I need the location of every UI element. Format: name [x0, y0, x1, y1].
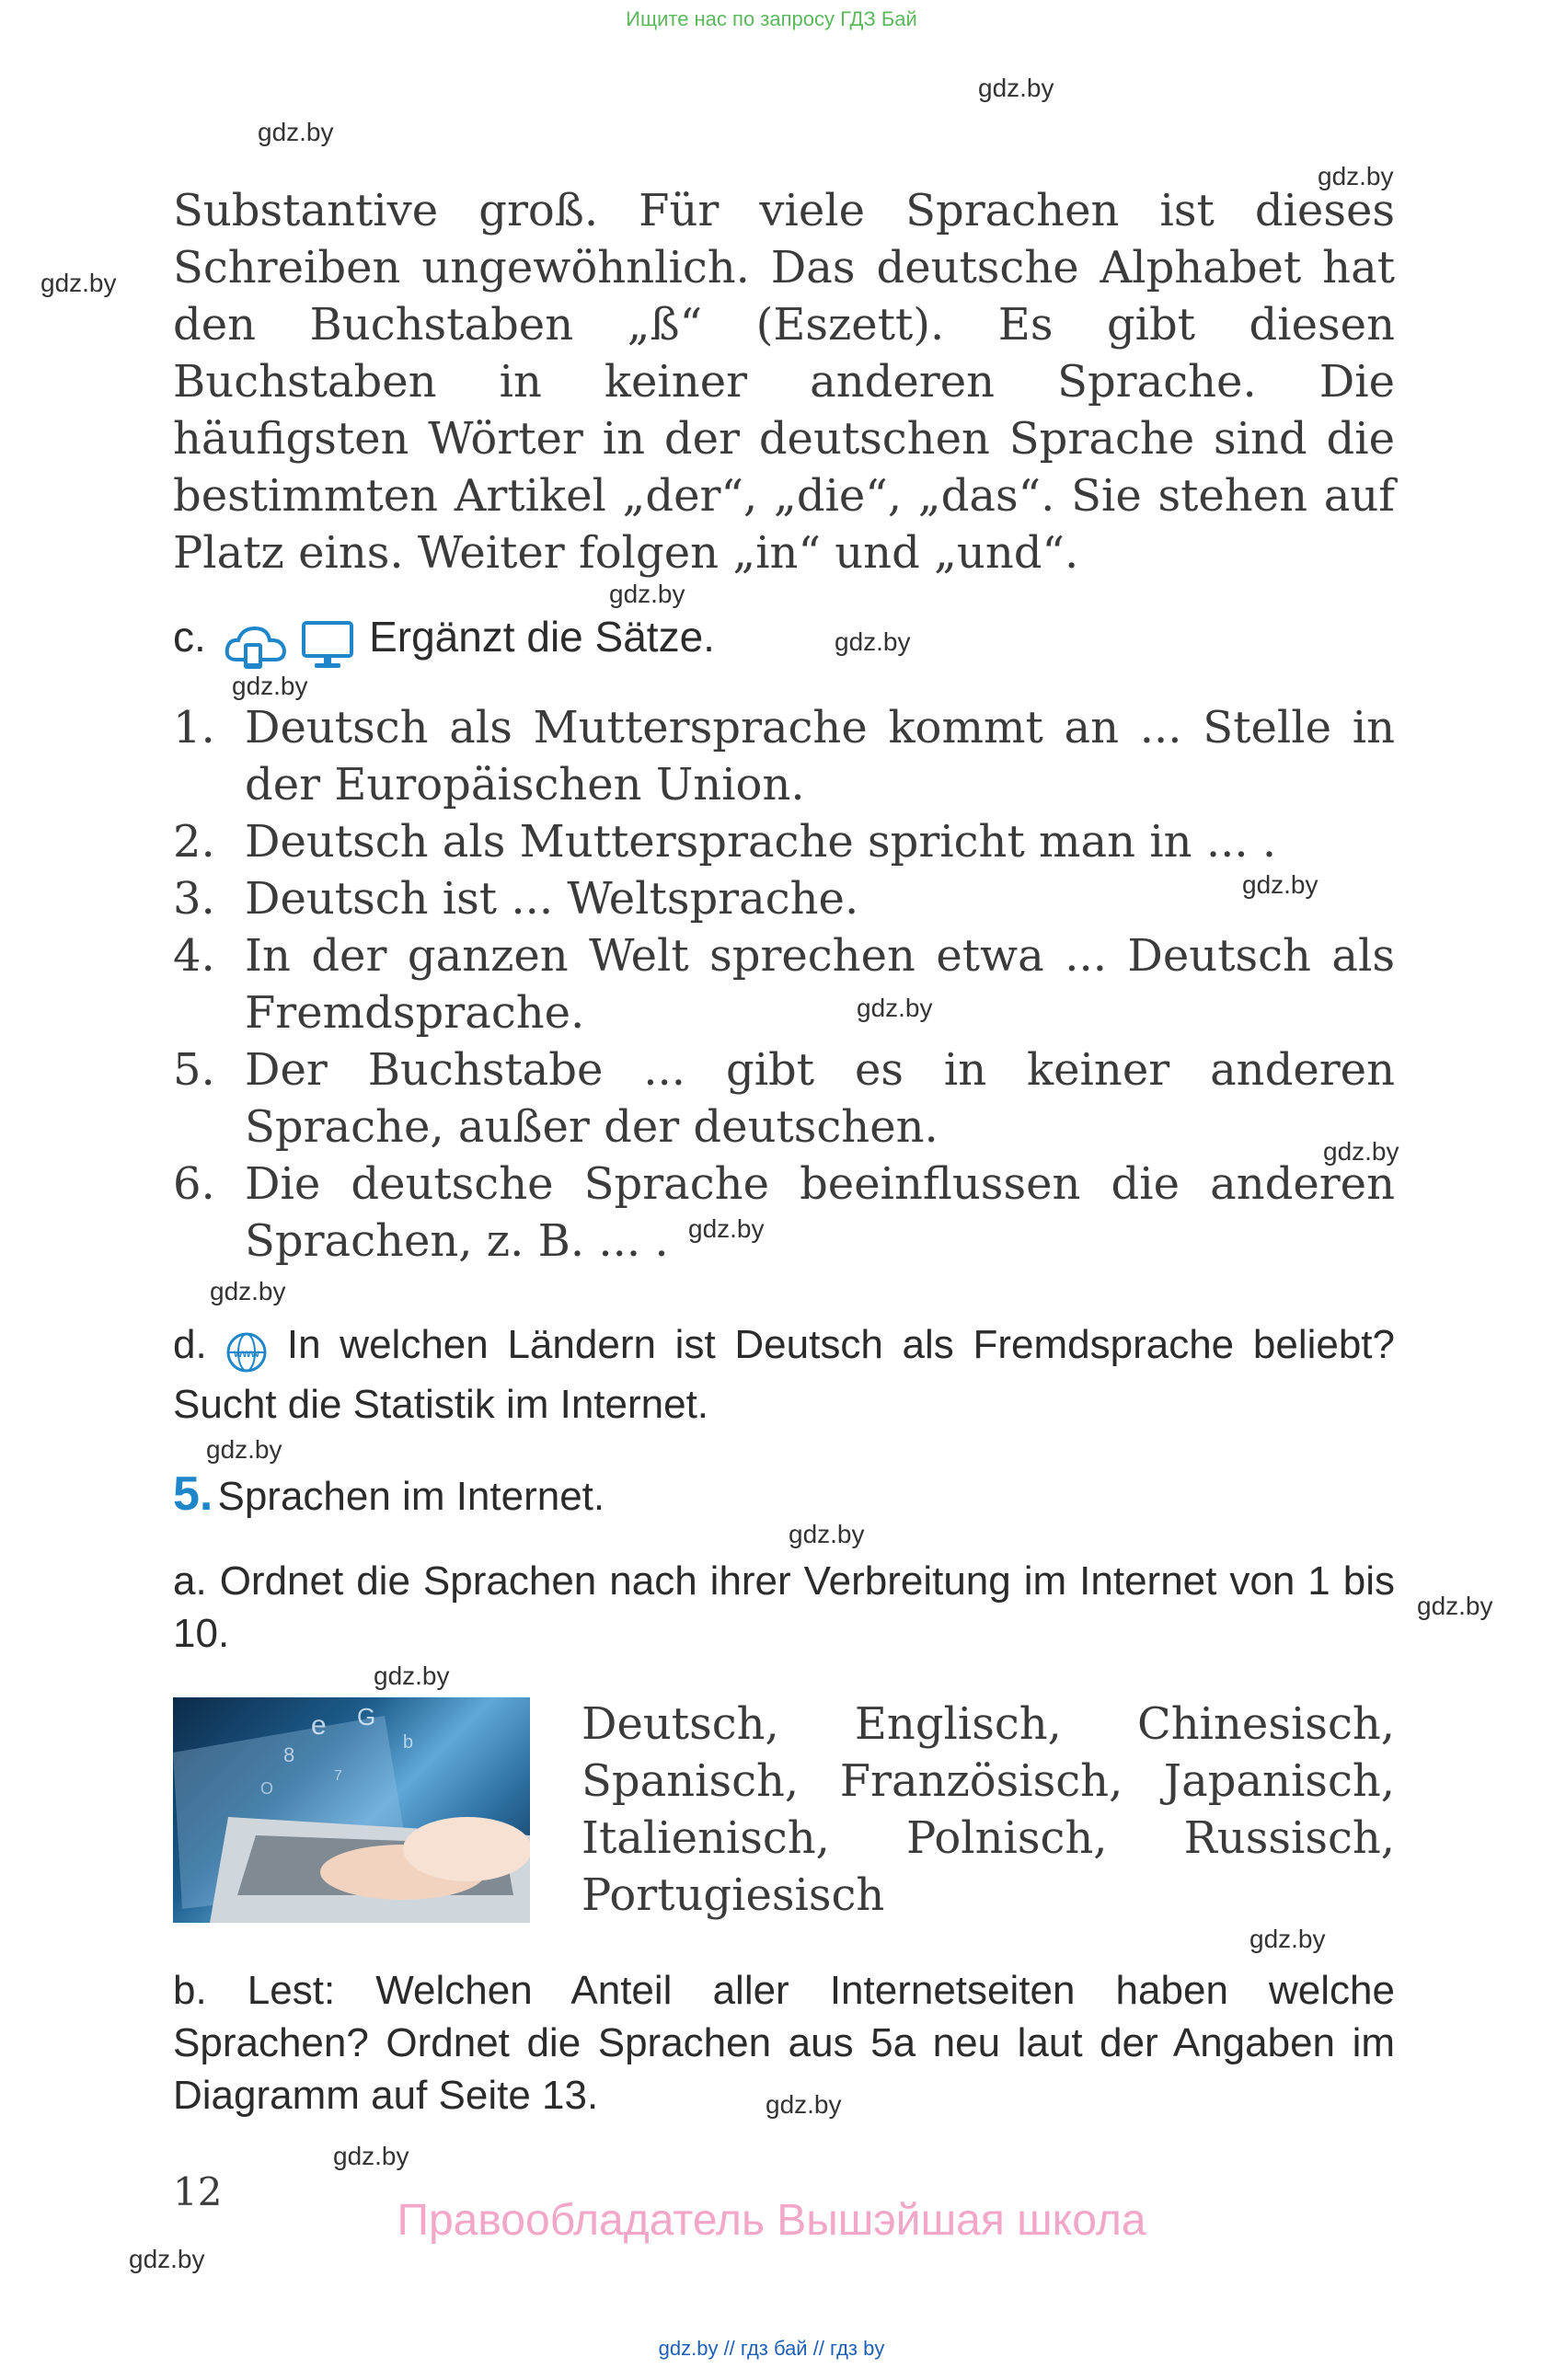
watermark: gdz.by: [333, 2142, 409, 2170]
watermark: gdz.by: [210, 1277, 286, 1305]
list-item-number: 1.: [173, 702, 215, 753]
list-item: [173, 813, 1395, 870]
task-5a: a. Ordnet die Sprachen nach ihrer Verbreitung im Internet von 1 bis 10.: [173, 1558, 1395, 1656]
list-item-number: 5.: [173, 1044, 215, 1096]
language-list: Deutsch, Englisch, Chinesisch, Spanisch, Französisch, Japanisch, Italienisch, Polnisch, Russisch, Portugiesisch: [582, 1698, 1395, 1921]
watermark: gdz.by: [835, 627, 911, 656]
rights-holder: Правообладатель Вышэйшая школа: [397, 2196, 1146, 2245]
watermark: gdz.by: [688, 1214, 765, 1243]
list-item-number: 2.: [173, 816, 215, 868]
list-item-number: 4.: [173, 930, 215, 982]
watermark: gdz.by: [978, 74, 1054, 102]
watermark: gdz.by: [232, 672, 308, 700]
list-item-number: 3.: [173, 873, 215, 925]
task-5b: b. Lest: Welchen Anteil aller Internetseiten haben welche Sprachen? Ordnet die Sprachen aus 5a neu laut der Angaben im Diagramm auf Seite 13.: [173, 1968, 1395, 2118]
list-item: [173, 1156, 1395, 1270]
list-item: [173, 1041, 1395, 1156]
www-globe-icon: [225, 1330, 269, 1378]
watermark: gdz.by: [1242, 870, 1318, 899]
list-item-text: In der ganzen Welt sprechen etwa ... Deutsch als Fremdsprache.: [245, 930, 1395, 1039]
list-item-text: Deutsch als Muttersprache spricht man in ... .: [245, 816, 1277, 868]
svg-text:b: b: [403, 1732, 414, 1753]
laptop-photo: [173, 1697, 530, 1923]
task-c-title: Ergänzt die Sätze.: [369, 613, 715, 661]
task-d: [173, 1318, 1395, 1431]
watermark: gdz.by: [206, 1435, 282, 1464]
list-item: [173, 699, 1395, 813]
task-c-heading: [173, 611, 1395, 676]
watermark: gdz.by: [374, 1661, 450, 1690]
watermark: gdz.by: [1417, 1592, 1493, 1620]
list-item-text: Die deutsche Sprache beeinflussen die anderen Sprachen, z. B. ... .: [245, 1158, 1395, 1267]
task-d-text: In welchen Ländern ist Deutsch als Fremdsprache beliebt? Sucht die Statistik im Internet.: [173, 1322, 1396, 1427]
list-item-text: Der Buchstabe ... gibt es in keiner anderen Sprache, außer der deutschen.: [245, 1044, 1395, 1153]
list-item: [173, 870, 1395, 927]
svg-text:www: www: [234, 1346, 260, 1360]
list-item-text: Deutsch als Muttersprache kommt an ... Stelle in der Europäischen Union.: [245, 702, 1395, 811]
exercise-5-heading: [173, 1468, 605, 1523]
list-item-number: 6.: [173, 1158, 215, 1210]
watermark: gdz.by: [40, 269, 117, 297]
watermark: gdz.by: [857, 994, 933, 1022]
svg-text:O: O: [260, 1779, 274, 1798]
watermark: gdz.by: [609, 580, 685, 608]
watermark: gdz.by: [1249, 1925, 1326, 1953]
watermark: gdz.by: [766, 2090, 842, 2119]
intro-paragraph: Substantive groß. Für viele Sprachen ist dieses Schreiben ungewöhnlich. Das deutsche Alphabet hat den Buchstaben „ß“ (Eszett). Es gibt diesen Buchstaben in keiner anderen Sprache. Die häufigsten Wörter in der deutschen Sprache sind die bestimmten Artikel „der“, „die“, „das“. Sie stehen auf Platz eins. Weiter folgen „in“ und „und“.: [173, 185, 1395, 579]
watermark: gdz.by: [1318, 162, 1394, 190]
cloud-phone-icon: [224, 621, 288, 674]
list-item-text: Deutsch ist ... Weltsprache.: [245, 873, 859, 925]
exercise-title: Sprachen im Internet.: [217, 1474, 605, 1519]
watermark: gdz.by: [789, 1520, 865, 1548]
svg-text:8: 8: [283, 1743, 295, 1766]
list-item: [173, 927, 1395, 1041]
watermark: gdz.by: [258, 118, 334, 146]
bottom-links[interactable]: gdz.by // гдз бай // гдз by: [658, 2337, 885, 2360]
exercise-number: 5.: [173, 1467, 213, 1521]
svg-text:7: 7: [334, 1768, 342, 1784]
svg-text:G: G: [357, 1703, 376, 1730]
page-number: 12: [173, 2169, 223, 2214]
task-d-letter: d.: [173, 1322, 207, 1367]
task-c-letter: c.: [173, 613, 206, 661]
computer-monitor-icon: [300, 619, 355, 676]
svg-text:e: e: [311, 1710, 327, 1741]
watermark: gdz.by: [1323, 1137, 1399, 1166]
top-banner: Ищите нас по запросу ГДЗ Бай: [626, 7, 917, 30]
watermark: gdz.by: [129, 2245, 205, 2273]
